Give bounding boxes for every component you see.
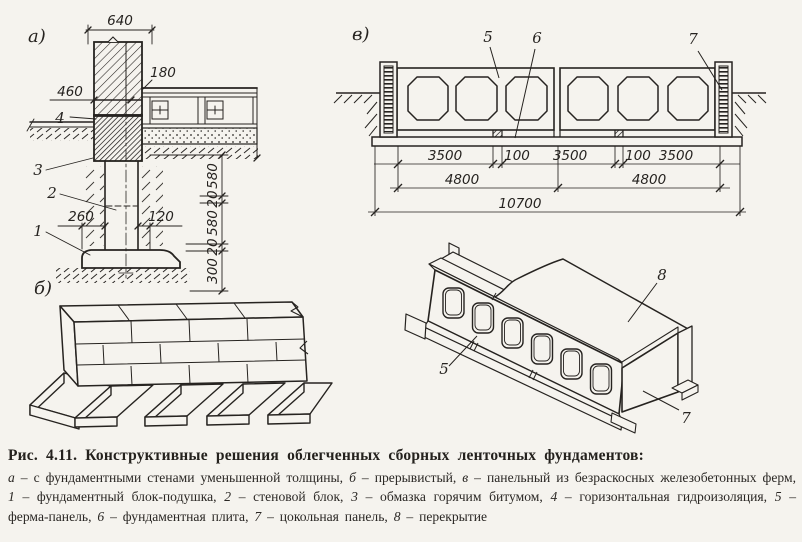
caption-marker: б (349, 470, 356, 485)
dim-640: 640 (107, 13, 133, 29)
dim-20-upper: 20 (205, 190, 221, 208)
caption-marker: 3 (351, 489, 358, 505)
caption-marker: 4 (550, 489, 558, 505)
caption-text: – стеновой блок, (231, 489, 352, 505)
dim-3500-3: 3500 (658, 148, 694, 164)
socle-panel-left (380, 62, 397, 137)
dim-260: 260 (68, 209, 94, 225)
panel-v-label: в) (352, 24, 370, 45)
caption-text: – с фундаментными стенами уменьшенной толщины, (14, 470, 350, 485)
dim-100-1: 100 (504, 148, 530, 164)
callout-7-assembly: 7 (681, 409, 691, 427)
caption-marker: 5 (774, 489, 782, 505)
caption-text: – цокольная панель, (261, 508, 394, 524)
callout-5-elevation: 5 (483, 28, 493, 46)
panel-b-label: б) (34, 278, 53, 299)
exterior-ground-hatch (30, 128, 94, 141)
caption-text: – ферма-панель, (8, 489, 796, 524)
interior-ground-hatch (142, 146, 258, 159)
callout-6-elevation: 6 (532, 29, 542, 47)
dim-3500-2: 3500 (552, 148, 588, 164)
dim-300: 300 (205, 258, 221, 284)
soil-right-of-wall (139, 166, 163, 246)
underfloor-bedding-stipple (142, 128, 257, 144)
foundation-pad (82, 250, 180, 268)
figure-caption (8, 447, 796, 526)
floor-block-symbols (152, 101, 223, 119)
dim-20-lower: 20 (205, 238, 221, 256)
ground-under-pad-hatch (56, 268, 190, 283)
caption-text: – панельный из безраскосных железобетонных ферм, (468, 470, 796, 485)
dim-100-2: 100 (625, 148, 651, 164)
dim-580-upper: 580 (205, 163, 221, 189)
base-plate-left-end (405, 314, 426, 339)
caption-marker: 7 (254, 508, 262, 524)
dim-10700: 10700 (498, 196, 542, 212)
caption-marker: а (8, 470, 15, 485)
caption-marker: 6 (97, 508, 105, 524)
caption-text: – фундаментный блок-подушка, (14, 489, 225, 505)
dim-460: 460 (57, 84, 83, 100)
panel-a-section (27, 13, 260, 294)
callout-7-elevation: 7 (688, 30, 698, 48)
caption-marker: 8 (393, 508, 401, 524)
panel-a-label: а) (28, 26, 46, 47)
dim-4800-2: 4800 (631, 172, 667, 188)
panel-v-elevation (334, 24, 766, 216)
dim-4800-1: 4800 (444, 172, 480, 188)
caption-marker: в (462, 470, 469, 485)
joint-block-2 (615, 130, 623, 137)
callout-3: 3 (33, 161, 43, 179)
bitumen-coated-block (94, 115, 142, 161)
callout-8-assembly: 8 (657, 266, 667, 284)
caption-body (8, 468, 796, 526)
block-wall-front-face (74, 317, 307, 386)
caption-text: – перекрытие (400, 508, 488, 524)
panel-legs (397, 130, 715, 137)
caption-text: – обмазка горячим битумом, (357, 489, 551, 505)
assembly-isometric (405, 243, 698, 433)
caption-title: Рис. 4.11. Конструктивные решения облегченных сборных ленточных фундаментов: (8, 447, 644, 464)
brick-wall (94, 42, 142, 116)
callout-1: 1 (33, 222, 43, 240)
callout-4: 4 (55, 109, 65, 127)
caption-text: – фундаментная плита, (104, 508, 255, 524)
foundation-plate (372, 137, 742, 146)
dim-580-lower: 580 (205, 210, 221, 236)
dim-180: 180 (150, 65, 176, 81)
callout-2: 2 (47, 184, 57, 202)
caption-text: – прерывистый, (355, 470, 463, 485)
caption-text: – горизонтальная гидроизоляция, (557, 489, 775, 505)
dim-120: 120 (148, 209, 174, 225)
socle-panel-right (715, 62, 732, 137)
caption-marker: 2 (224, 489, 232, 505)
dim-3500-1: 3500 (427, 148, 463, 164)
wall-break-mark (108, 37, 118, 42)
joint-block-1 (493, 130, 502, 137)
caption-marker: 1 (8, 489, 15, 505)
panel-b-isometric (30, 278, 332, 429)
plate-end-block (611, 413, 636, 433)
callout-5-assembly: 5 (439, 360, 449, 378)
